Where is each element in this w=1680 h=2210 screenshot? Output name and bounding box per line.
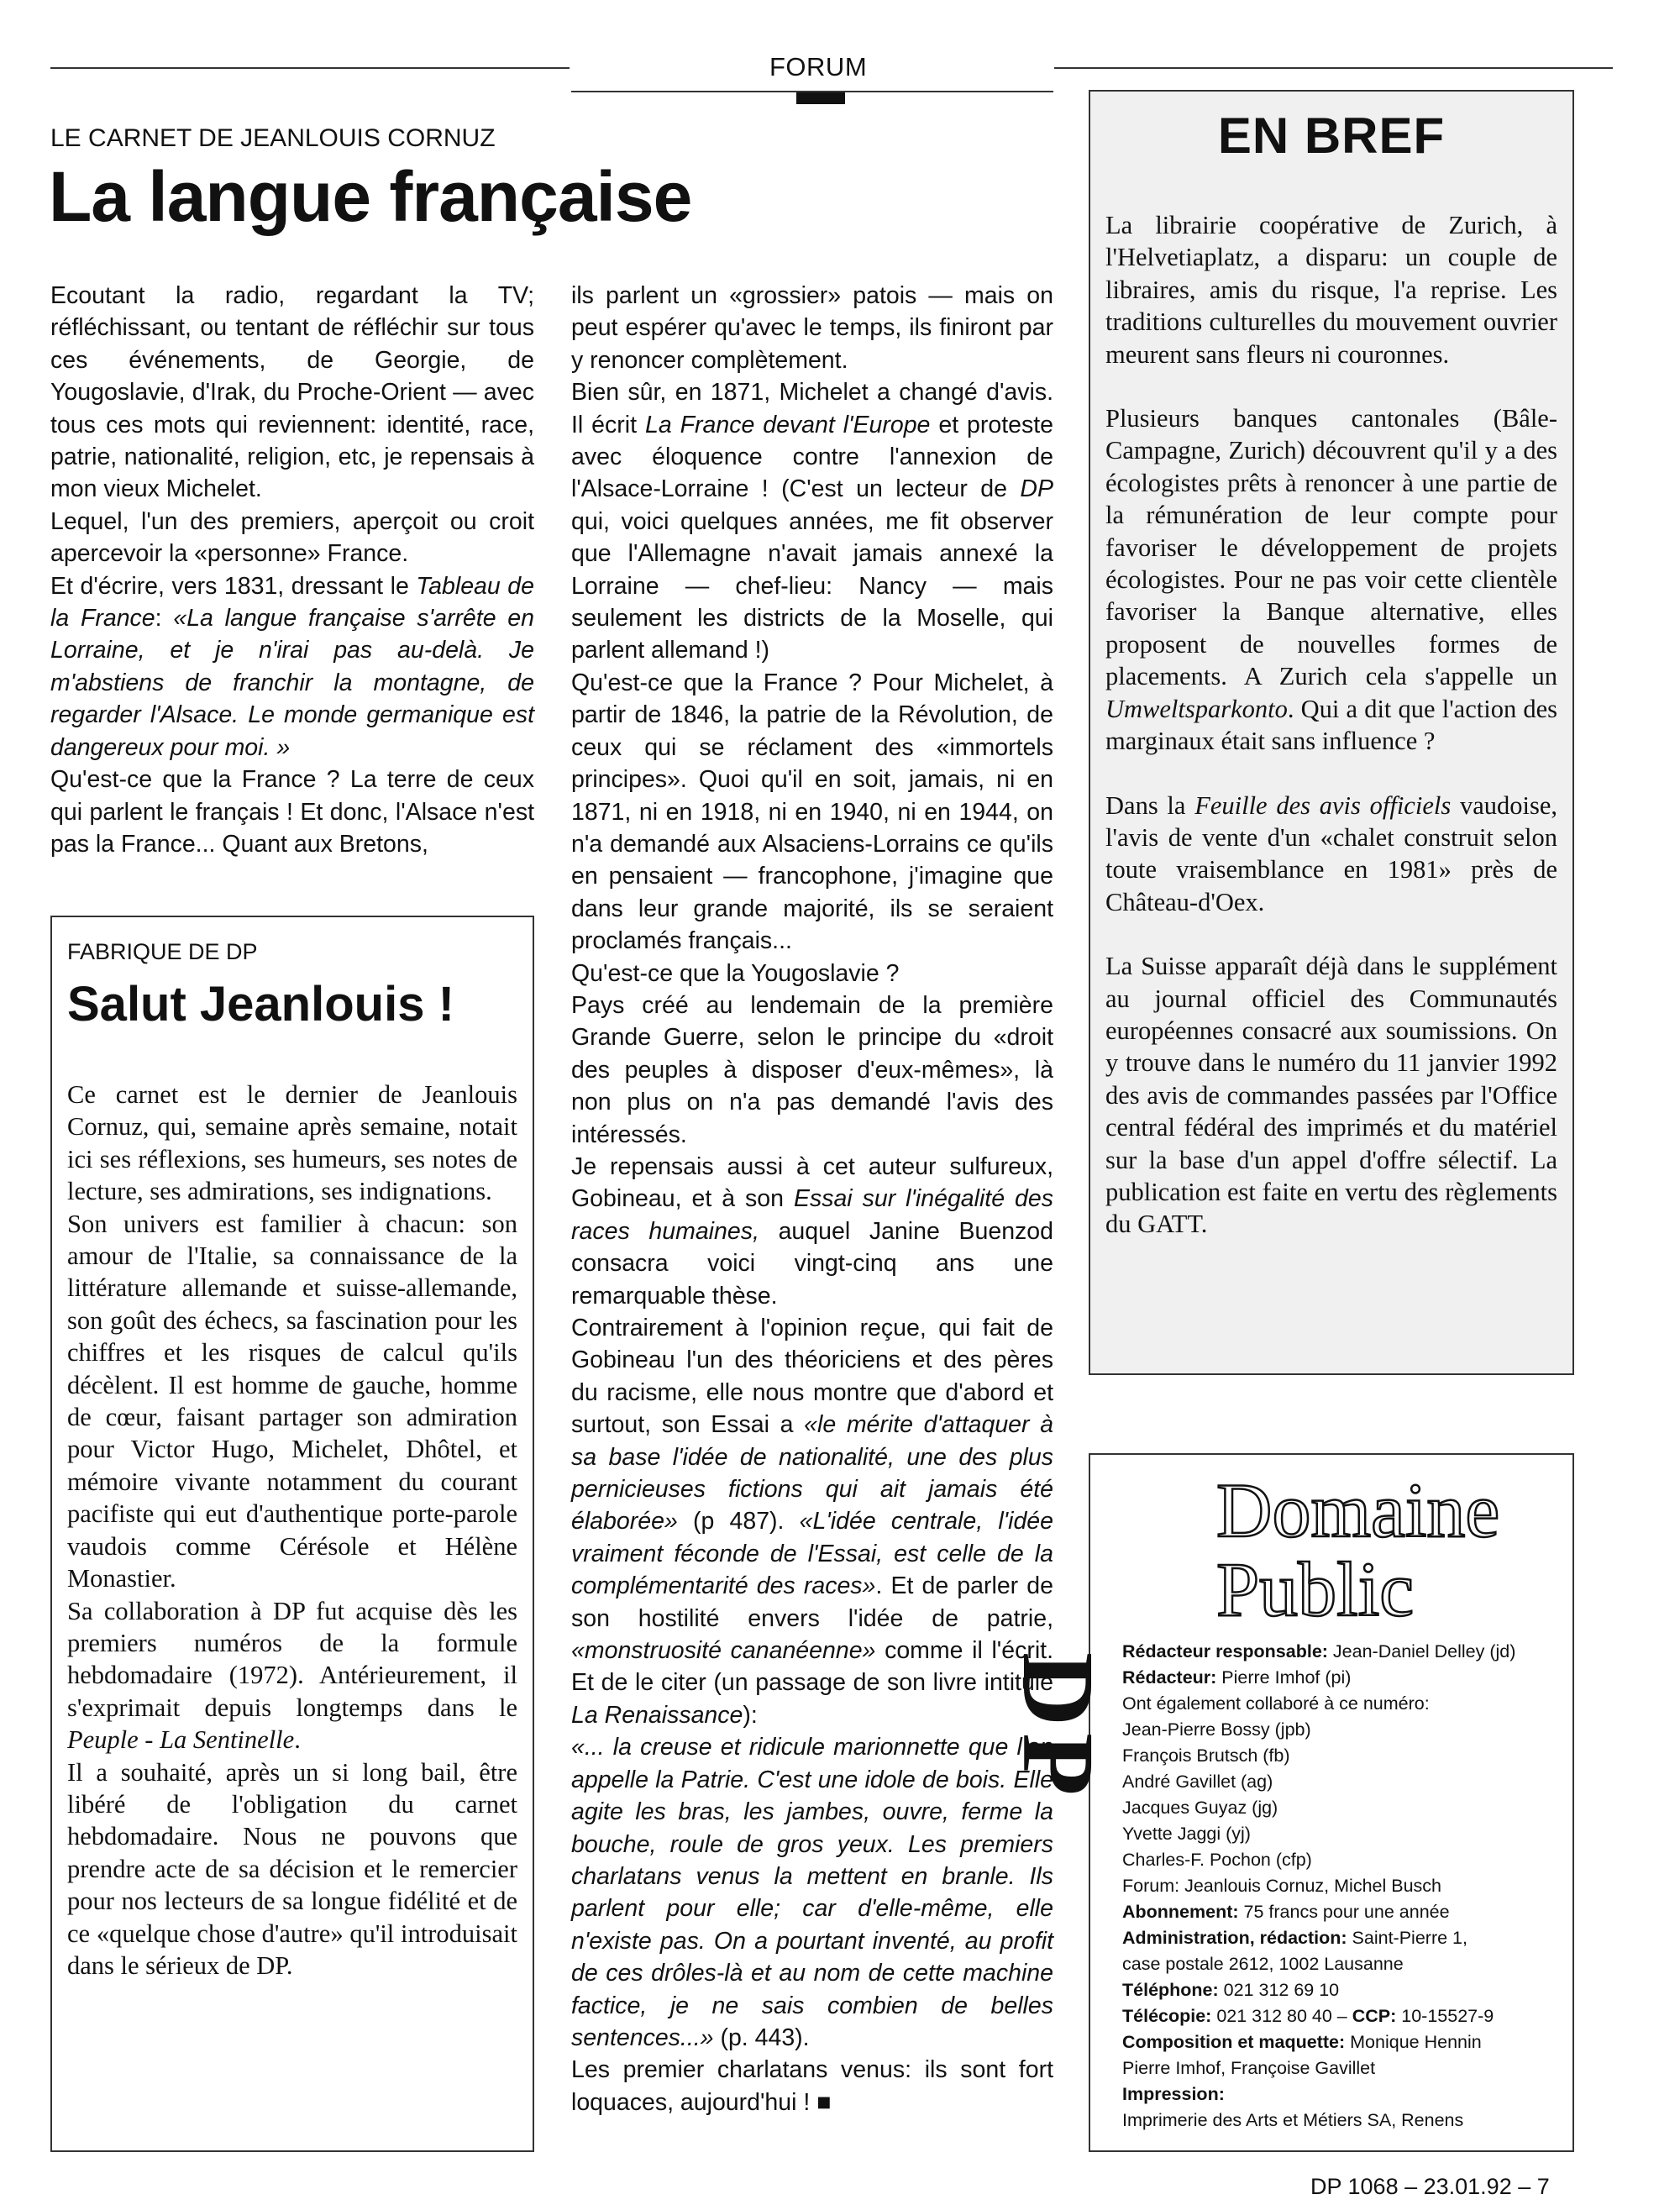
header-rule-left [50,67,570,69]
article-title: La langue française [49,157,692,236]
fabrique-paragraph: Son univers est familier à chacun: son amour de l'Italie, sa connaissance de la littérature allemande et suisse-allemande, son goût des échecs, sa fascination pour les chiffres et les risques de calcul qu'ils décèlent. Il est homme de gauche, homme de cœur, faisant partager son admiration pour Victor Hugo, Michelet, Dhôtel, et mémoire vivante notamment du courant pacifiste qui eut d'authentique porte-parole vaudois comme Cérésole et Hélène Monastier. [67,1209,517,1593]
article-paragraph: ils parlent un «grossier» patois — mais on peut espérer qu'avec le temps, ils finiront par y renoncer complètement. [571,282,1053,374]
fabrique-paragraph: Ce carnet est le dernier de Jeanlouis Cornuz, qui, semaine après semaine, notait ici ses réflexions, ses humeurs, ses notes de lecture, ses admirations, ses indignations. [67,1080,517,1206]
section-label: FORUM [769,52,868,81]
masthead-logo-dp: DP [1001,1652,1115,1803]
fabrique-title: Salut Jeanlouis ! [67,977,454,1032]
article-paragraph: Je repensais aussi à cet auteur sulfureux, Gobineau, et à son Essai sur l'inégalité des races humaines, auquel Janine Buenzod consacra voici vingt-cinq ans une remarquable thèse. [571,1152,1053,1310]
credit-line: Ont également collaboré à ce numéro: [1122,1693,1430,1714]
article-quote: «... la creuse et ridicule marionnette que l'on appelle la Patrie. C'est une idole de bois. Elle agite les bras, les jambes, ouvre, ferme la bouche, roule de gros yeux. Les premiers charlatans venus la mettent en branle. Ils parlent pour elle; car d'elle-même, elle n'existe pas. On a pourtant inventé, au profit de ces drôles-là et au nom de cette machine factice, je ne sais combien de belles sentences...» (p. 443). [571,1734,1053,2051]
article-paragraph: Contrairement à l'opinion reçue, qui fait de Gobineau l'un des théoriciens et des pères du racisme, elle nous montre que d'abord et surtout, son Essai a «le mérite d'attaquer à sa base l'idée de nationalité, une des plus pernicieuses fictions qui ait jamais été élaborée» (p 487). «L'idée centrale, l'idée vraiment féconde de l'Essai, est celle de la complémentarité des races». Et de parler de son hostilité envers l'idée de patrie, «monstruosité cananéenne» comme il l'écrit. Et de le citer (un passage de son livre intitulé La Renaissance): [571,1315,1054,1729]
page-folio: DP 1068 – 23.01.92 – 7 [1310,2174,1550,2199]
article-paragraph: Les premier charlatans venus: ils sont fort loquaces, aujourd'hui ! ■ [571,2056,1053,2116]
article-kicker: LE CARNET DE JEANLOUIS CORNUZ [50,124,496,152]
credit-line: François Brutsch (fb) [1122,1745,1290,1766]
header-rule-right [1054,67,1613,69]
en-bref-title: EN BREF [1217,108,1446,164]
article-paragraph: Pays créé au lendemain de la première Grande Guerre, selon le principe du «droit des peuples à disposer d'eux-mêmes», là non plus on n'a pas demandé l'avis des intéressés. [571,991,1053,1148]
article-paragraph: Qu'est-ce que la France ? La terre de ceux qui parlent le français ! Et donc, l'Alsace n'est pas la France... Quant aux Bretons, [50,766,534,858]
en-bref-item: Dans la Feuille des avis officiels vaudoise, l'avis de vente d'un «chalet construit selon toute vraisemblance en 1981» près de Château-d'Oex. [1105,790,1558,916]
credit-line: Télécopie: 021 312 80 40 – CCP: 10-15527-9 [1122,2006,1494,2026]
credit-line: Charles-F. Pochon (cfp) [1122,1850,1312,1870]
en-bref-body [1105,209,1557,1273]
article-paragraph: Lequel, l'un des premiers, aperçoit ou croit apercevoir la «personne» France. [50,507,534,568]
credit-line: Imprimerie des Arts et Métiers SA, Renens [1122,2110,1464,2130]
article-paragraph: Qu'est-ce que la Yougoslavie ? [571,959,900,987]
credit-line: André Gavillet (ag) [1122,1772,1273,1792]
credit-line: Composition et maquette: Monique Hennin [1122,2032,1482,2052]
credit-line: Impression: [1122,2084,1225,2104]
credit-line: Administration, rédaction: Saint-Pierre 1, [1122,1928,1467,1948]
fabrique-body [67,1079,517,1982]
end-mark: ■ [816,2088,832,2116]
fabrique-paragraph: Sa collaboration à DP fut acquise dès les premiers numéros de la formule hebdomadaire (1972). Antérieurement, il s'exprimait depuis longtemps dans le Peuple - La Sentinelle. [67,1596,517,1755]
credit-line: Forum: Jeanlouis Cornuz, Michel Busch [1122,1876,1441,1896]
en-bref-item: La librairie coopérative de Zurich, à l'Helvetiaplatz, a disparu: un couple de libraires, amis du risque, l'a reprise. Les traditions culturelles du mouvement ouvrier meurent sans fleurs ni couronnes. [1105,211,1557,369]
masthead-logo-domaine: Domaine [1216,1467,1500,1553]
section-marker [796,92,845,104]
article-paragraph: Et d'écrire, vers 1831, dressant le Tableau de la France: «La langue française s'arrête en Lorraine, et je n'irai pas au-delà. Je m'abstiens de franchir la montagne, de regarder l'Alsace. Le monde germanique est dangereux pour moi. » [50,572,535,761]
article-paragraph: Qu'est-ce que la France ? Pour Michelet, à partir de 1846, la patrie de la Révolution, de ceux qui se réclament des «immortels principes». Quoi qu'il en soit, jamais, ni en 1871, ni en 1918, ni en 1940, ni en 1944, on n'a demandé aux Alsaciens-Lorrains ce qu'ils en pensaient — francophone, j'imagine que dans leur grande majorité, ils se seraient proclamés français... [571,669,1053,955]
fabrique-box [50,916,534,2152]
en-bref-item: La Suisse apparaît déjà dans le supplément au journal officiel des Communautés européennes consacré aux soumissions. On y trouve dans le numéro du 11 janvier 1992 des avis de commandes passées par l'Office central fédéral des imprimés et du matériel sur la base d'un appel d'offre sélectif. La publication est faite en vertu des règlements du GATT. [1105,952,1557,1239]
credit-line: Téléphone: 021 312 69 10 [1122,1980,1340,2000]
en-bref-box [1089,90,1574,1375]
article-column-1 [50,280,534,860]
credit-line: Rédacteur: Pierre Imhof (pi) [1122,1667,1352,1688]
masthead-logo-public: Public [1216,1546,1415,1632]
fabrique-paragraph: Il a souhaité, après un si long bail, être libéré de l'obligation du carnet hebdomadaire. Nous ne pouvons que prendre acte de sa décision et le remercier pour nos lecteurs de sa longue fidélité et de ce «quelque chose d'autre» qu'il introduisait dans le sérieux de DP. [67,1757,517,1980]
credit-line: Pierre Imhof, Françoise Gavillet [1122,2058,1376,2078]
en-bref-item: Plusieurs banques cantonales (Bâle-Campagne, Zurich) découvrent qu'il y a des écologistes prêts à renoncer à une partie de la rémunération de leur compte pour favoriser le développement de projets écologistes. Pour ne pas voir cette clientèle favoriser la Banque alternative, elles proposent de nouvelles formes de placements. A Zurich cela s'appelle un Umweltsparkonto. Qui a dit que l'action des marginaux était sans influence ? [1105,404,1557,756]
masthead-box [1001,1453,1574,2152]
credit-line: Abonnement: 75 francs pour une année [1122,1902,1450,1922]
credit-line: Yvette Jaggi (yj) [1122,1824,1251,1844]
article-column-2 [571,280,1053,2118]
credit-line: Rédacteur responsable: Jean-Daniel Delley (jd) [1122,1641,1516,1661]
credit-line: Jean-Pierre Bossy (jpb) [1122,1719,1311,1740]
credit-line: Jacques Guyaz (jg) [1122,1798,1278,1818]
credit-line: case postale 2612, 1002 Lausanne [1122,1954,1404,1974]
fabrique-kicker: FABRIQUE DE DP [67,939,258,964]
masthead-credits [1122,1639,1567,2134]
article-paragraph: Ecoutant la radio, regardant la TV; réfléchissant, ou tentant de réfléchir sur tous ces événements, de Georgie, de Yougoslavie, d'Irak, du Proche-Orient — avec tous ces mots qui reviennent: identité, race, patrie, nationalité, religion, etc, je repensais à mon vieux Michelet. [50,282,534,503]
article-paragraph: Bien sûr, en 1871, Michelet a changé d'avis. Il écrit La France devant l'Europe et proteste avec éloquence contre l'annexion de l'Alsace-Lorraine ! (C'est un lecteur de DP qui, voici quelques années, me fit observer que l'Allemagne n'avait jamais annexé la Lorraine — chef-lieu: Nancy — mais seulement les districts de la Moselle, qui parlent allemand !) [571,379,1054,664]
